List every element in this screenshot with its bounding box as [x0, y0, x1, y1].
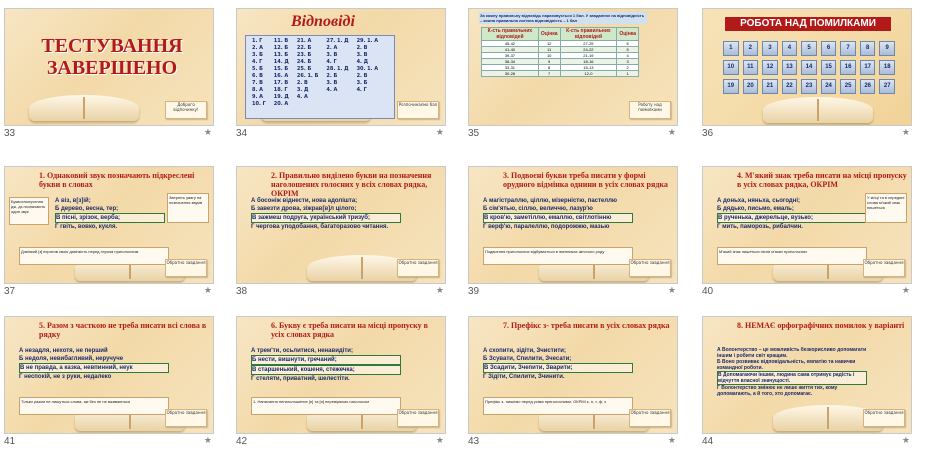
- answer-option[interactable]: Б дерево, весна, тер;: [55, 206, 119, 212]
- slide-number: 35: [468, 128, 480, 139]
- answer-option[interactable]: А віз, в[з]ій;: [55, 198, 91, 204]
- slide-thumb-35[interactable]: [468, 8, 678, 144]
- grading-cell: 9: [538, 59, 560, 65]
- answer-cell: 8. А: [252, 87, 263, 93]
- note-left: Буквосполучення дж, дз позначають один звук: [9, 197, 49, 225]
- slide-preview[interactable]: [236, 8, 446, 126]
- answer-option[interactable]: В кров'ю, заметіллю, емаллю, світлотінню: [483, 213, 633, 223]
- slide-preview[interactable]: [702, 8, 912, 126]
- answer-option[interactable]: Г гвіть, вовко, кукля.: [55, 224, 118, 230]
- error-number-button[interactable]: 25: [840, 79, 856, 94]
- sticky-note: Роботу над помилками: [629, 101, 671, 119]
- star-icon[interactable]: ★: [203, 128, 212, 138]
- answer-cell: 23. Б: [296, 52, 312, 58]
- answer-option[interactable]: Б дядько, письмо, емаль;: [717, 206, 794, 212]
- answer-cell: 22. Б: [296, 45, 312, 51]
- book-image: [29, 95, 139, 121]
- answer-cell: 7. В: [252, 80, 263, 86]
- answer-option[interactable]: Б недоля, невибагливий, неручуче: [19, 356, 124, 362]
- answer-row: [248, 87, 382, 94]
- star-icon[interactable]: ★: [435, 436, 444, 446]
- note-right: У кінці та в середині слова м'який знак пишеться: [865, 193, 907, 223]
- answer-option[interactable]: В Допомагаючи іншим, людина сама отримує радість і відчуття власної значущості.: [717, 371, 867, 385]
- error-number-button[interactable]: 22: [782, 79, 798, 94]
- error-number-button[interactable]: 15: [821, 60, 837, 75]
- answer-cell: 4. Г: [252, 59, 263, 65]
- answer-cell: 15. Б: [273, 66, 289, 72]
- error-number-button[interactable]: 9: [879, 41, 895, 56]
- sticky-note: Обратно завдання: [397, 409, 439, 427]
- grading-cell: 12-0: [560, 71, 617, 77]
- slide-title: 8. НЕМАЄ орфографічних помилок у варіанті: [737, 321, 905, 330]
- star-icon[interactable]: ★: [435, 286, 444, 296]
- title-line: ТЕСТУВАННЯ: [41, 35, 183, 57]
- slide-title: 3. Подвоєні букви треба писати у формі орудного відмінка однини в усіх словах рядка: [503, 171, 668, 189]
- answer-cell: 2. А: [326, 45, 338, 51]
- footer-note: Подвоєння приголосних відбувається в іменниках жіночого роду: [483, 247, 633, 265]
- answer-cell: 2. В: [296, 80, 308, 86]
- error-number-button[interactable]: 13: [782, 60, 798, 75]
- answer-option[interactable]: Б Зсувати, Спилити, Зчесати;: [483, 356, 572, 362]
- options-list: [19, 347, 169, 381]
- answer-cell: 3. В: [326, 52, 338, 58]
- star-icon[interactable]: ★: [203, 436, 212, 446]
- slide-number: 40: [702, 286, 714, 297]
- error-number-button[interactable]: 12: [762, 60, 778, 75]
- slide-title: 2. Правильно виділено букви на позначення наголошених голосних у всіх словах рядка, ОКРІМ: [271, 171, 432, 198]
- answer-option[interactable]: Г неспокій, не з руки, недалеко: [19, 374, 112, 380]
- slide-thumb-43[interactable]: [468, 316, 678, 452]
- answer-option[interactable]: А незадля, нехотя, не перший: [19, 348, 108, 354]
- answer-row: [248, 38, 382, 45]
- grading-col-header: К-сть правильних відповідей: [560, 28, 617, 41]
- sticky-note: Обратно завдання: [863, 409, 905, 427]
- star-icon[interactable]: ★: [203, 286, 212, 296]
- star-icon[interactable]: ★: [667, 436, 676, 446]
- error-number-button[interactable]: 17: [860, 60, 876, 75]
- slide-number: 37: [4, 286, 16, 297]
- slide-preview[interactable]: [468, 316, 678, 434]
- answer-option[interactable]: А Волонтерство – це можливість безкорисливо допомагати іншим і робити світ кращим.: [717, 347, 867, 359]
- answer-cell: 5. Б: [252, 66, 263, 72]
- answer-option[interactable]: Г Волонтерство змінює не лише життя тих, кому допомагають, а й того, хто допомагає.: [717, 385, 838, 397]
- grading-cell: 27-25: [560, 41, 617, 47]
- footer-note: 1. Написання ненаголошених [е] та [и] перевіряємо наголосом: [251, 397, 401, 415]
- answer-option[interactable]: Г Зідіти, Спилити, Зчинити.: [483, 374, 565, 380]
- answer-cell: 18. Г: [273, 87, 288, 93]
- grading-cell: 24-22: [560, 47, 617, 53]
- star-icon[interactable]: ★: [901, 128, 910, 138]
- answer-cell: 3. В: [326, 80, 338, 86]
- answer-cell: [322, 94, 352, 101]
- grading-cell: 39-37: [482, 53, 539, 59]
- slide-number: 36: [702, 128, 714, 139]
- answer-cell: 29. 1. А: [356, 38, 379, 44]
- error-number-button[interactable]: 27: [879, 79, 895, 94]
- grading-cell: 2: [617, 65, 639, 71]
- answer-option[interactable]: В зажмеш подруга, український тризуб;: [251, 213, 401, 223]
- answer-cell: 3. Б: [356, 80, 368, 86]
- slide-preview[interactable]: [236, 316, 446, 434]
- star-icon[interactable]: ★: [901, 436, 910, 446]
- slide-thumb-41[interactable]: [4, 316, 214, 452]
- footer-note: М'який знак пишеться після м'яких приголосних: [717, 247, 867, 265]
- answer-option[interactable]: Г верф'ю, паралеллю, подорожжю, мазью: [483, 224, 610, 230]
- options-list: [483, 347, 633, 381]
- answer-row: [248, 45, 382, 52]
- answer-cell: [353, 101, 383, 108]
- slide-title: 1. Однаковий звук позначають підкреслені букви в словах: [39, 171, 195, 189]
- answer-option[interactable]: Г стеляти, приватний, шелестіти.: [251, 376, 350, 382]
- answer-cell: 1. Г: [252, 38, 263, 44]
- answer-option[interactable]: В старшенький, кошеня, стежечка;: [251, 365, 401, 375]
- slide-thumb-36[interactable]: [702, 8, 912, 144]
- error-number-button[interactable]: 24: [821, 79, 837, 94]
- slide-preview[interactable]: [702, 316, 912, 434]
- answer-cell: 30. 1. А: [356, 66, 379, 72]
- answer-option[interactable]: Г чергова уподобання, багаторазово читання.: [251, 224, 389, 230]
- answer-option[interactable]: В Зсадити, Зчепити, Зварити;: [483, 363, 633, 373]
- footer-note: Тільки разом не пишуться слова, які без не не вживаються: [19, 397, 169, 415]
- error-number-button[interactable]: 7: [840, 41, 856, 56]
- slide-thumb-39[interactable]: [468, 166, 678, 302]
- answer-option[interactable]: Б Воно розвиває відповідальність, емпатію та навички командної роботи.: [717, 359, 856, 371]
- slide-thumb-38[interactable]: [236, 166, 446, 302]
- slide-number: 34: [236, 128, 248, 139]
- sticky-note: Обратно завдання: [629, 259, 671, 277]
- options-list: [251, 197, 401, 231]
- grading-header-row: [482, 28, 639, 41]
- answer-cell: 25. Б: [296, 66, 312, 72]
- error-number-button[interactable]: 1: [723, 41, 739, 56]
- slide-number: 33: [4, 128, 16, 139]
- answer-row: [248, 52, 382, 59]
- answer-cell: [293, 101, 323, 108]
- error-number-button[interactable]: 20: [743, 79, 759, 94]
- footer-note: Дзвінкий [з] втратив свою дзвінкість перед глухим приголосним: [19, 247, 169, 265]
- grading-cell: 21-19: [560, 53, 617, 59]
- footer-note: Префікс з- пишемо перед усіма приголосними, ОКРІМ к, п, т, ф, х: [483, 397, 633, 415]
- slide-preview[interactable]: [4, 316, 214, 434]
- error-number-button[interactable]: 16: [840, 60, 856, 75]
- grading-row: [482, 71, 639, 77]
- slide-thumb-34[interactable]: [236, 8, 446, 144]
- slide-preview[interactable]: [4, 8, 214, 126]
- slide-title: РОБОТА НАД ПОМИЛКАМИ: [725, 17, 891, 31]
- slide-number: 41: [4, 436, 16, 447]
- grading-col-header: Оцінка: [617, 28, 639, 41]
- answer-cell: 10. Г: [252, 101, 266, 107]
- grading-cell: 1: [617, 71, 639, 77]
- answer-row: [248, 94, 382, 101]
- error-number-button[interactable]: 5: [801, 41, 817, 56]
- answer-option[interactable]: Б нести, вишнути, гречаний;: [251, 355, 401, 365]
- grading-cell: 15-13: [560, 65, 617, 71]
- slide-preview[interactable]: [468, 8, 678, 126]
- slide-preview[interactable]: [468, 166, 678, 284]
- error-number-button[interactable]: 19: [723, 79, 739, 94]
- answer-cell: 19. Д: [273, 94, 289, 100]
- options-list: [717, 347, 867, 397]
- answer-cell: 17. В: [273, 80, 289, 86]
- slide-preview[interactable]: [236, 166, 446, 284]
- slide-preview[interactable]: [4, 166, 214, 284]
- answer-option[interactable]: А босоніж віднести, нова адолішта;: [251, 198, 358, 204]
- error-number-button[interactable]: 11: [743, 60, 759, 75]
- answer-cell: 6. В: [252, 73, 263, 79]
- sticky-note: Доброго відпочинку!: [165, 101, 207, 119]
- answer-cell: 4. Г: [326, 59, 337, 65]
- slide-thumb-42[interactable]: [236, 316, 446, 452]
- slide-title: [27, 35, 197, 79]
- answer-cell: 4. А: [296, 94, 308, 100]
- answer-option[interactable]: А магістраллю, ціллю, мізерністю, пастеллю: [483, 198, 618, 204]
- answer-cell: 27. 1. Д: [326, 38, 349, 44]
- grading-table: [481, 27, 639, 77]
- grading-cell: 8: [538, 65, 560, 71]
- answer-cell: 3. Б: [252, 52, 263, 58]
- error-number-button[interactable]: 3: [762, 41, 778, 56]
- sticky-note: Обратно завдання: [397, 259, 439, 277]
- slide-title: 5. Разом з часткою не треба писати всі слова в рядку: [39, 321, 207, 339]
- answer-cell: 12. Б: [273, 45, 289, 51]
- error-number-button[interactable]: 10: [723, 60, 739, 75]
- answer-cell: 26. 1. Б: [296, 73, 319, 79]
- slide-title: 6. Букву є треба писати на місці пропуску в усіх словах рядка: [271, 321, 428, 339]
- sticky-note: Розпочинаємо бал: [397, 101, 439, 119]
- answer-cell: 14. Д: [273, 59, 289, 65]
- answer-cell: 2. Б: [326, 73, 338, 79]
- answer-cell: 2. А: [252, 45, 263, 51]
- answers-table: [248, 38, 382, 108]
- grading-cell: 10: [538, 53, 560, 59]
- star-icon[interactable]: ★: [667, 286, 676, 296]
- grading-header: За кожну правильну відповідь нараховується 1 бал. У завданнях на відповідність – кожна правильна логічна відповідність – 1 бал: [479, 12, 647, 24]
- answer-cell: 2. В: [356, 73, 368, 79]
- grading-col-header: Оцінка: [538, 28, 560, 41]
- answer-option[interactable]: В пісні, зрізок, верба;: [55, 213, 165, 223]
- error-buttons-grid: [723, 41, 895, 94]
- answer-cell: [353, 94, 383, 101]
- grading-col-header: К-сть правильних відповідей: [482, 28, 539, 41]
- slide-title: Відповіді: [291, 13, 355, 30]
- sticky-note: Обратно завдання: [165, 259, 207, 277]
- options-list: [55, 197, 165, 231]
- slide-thumb-40[interactable]: [702, 166, 912, 302]
- error-number-button[interactable]: 23: [801, 79, 817, 94]
- slide-number: 44: [702, 436, 714, 447]
- answer-option[interactable]: В не правда, а казка, невпинний, неук: [19, 363, 169, 373]
- grading-cell: 41-40: [482, 47, 539, 53]
- answer-cell: 4. А: [326, 87, 338, 93]
- sticky-note: Обратно завдання: [629, 409, 671, 427]
- answer-cell: 28. 1. Д: [326, 66, 349, 72]
- options-list: [251, 347, 401, 383]
- slide-number: 39: [468, 286, 480, 297]
- answers-panel: [245, 35, 395, 119]
- slide-thumb-33[interactable]: [4, 8, 214, 144]
- grading-cell: 4: [617, 53, 639, 59]
- error-number-button[interactable]: 14: [801, 60, 817, 75]
- sticky-note: Обратно завдання: [165, 409, 207, 427]
- sticky-note: Обратно завдання: [863, 259, 905, 277]
- answer-option[interactable]: Б сім'ятью, сіллю, величчю, лазур'ю: [483, 206, 593, 212]
- slide-title: 4. М'який знак треба писати на місці пропуску в усіх словах рядка, ОКРІМ: [737, 171, 907, 189]
- answer-row: [248, 59, 382, 66]
- error-number-button[interactable]: 21: [762, 79, 778, 94]
- slide-number: 43: [468, 436, 480, 447]
- grading-cell: 30-28: [482, 71, 539, 77]
- error-number-button[interactable]: 4: [782, 41, 798, 56]
- options-list: [717, 197, 867, 231]
- answer-cell: 11. В: [273, 38, 289, 44]
- answer-cell: 4. Д: [356, 59, 369, 65]
- note-right: Зверніть увагу на позначення звуків: [167, 193, 209, 223]
- answer-option[interactable]: Б завезти дрова, зіжрав[в]л цілого;: [251, 206, 357, 212]
- grading-cell: 7: [538, 71, 560, 77]
- answer-cell: 9. А: [252, 94, 263, 100]
- answer-option[interactable]: В рученька, джерельце, вузько;: [717, 213, 867, 223]
- slide-number: 38: [236, 286, 248, 297]
- slide-number: 42: [236, 436, 248, 447]
- answer-cell: 3. Д: [296, 87, 309, 93]
- grading-cell: 45-42: [482, 41, 539, 47]
- answer-cell: [322, 101, 352, 108]
- answer-row: [248, 66, 382, 73]
- answer-cell: 2. В: [356, 45, 368, 51]
- grading-cell: 3: [617, 59, 639, 65]
- star-icon[interactable]: ★: [435, 128, 444, 138]
- error-number-button[interactable]: 18: [879, 60, 895, 75]
- answer-option[interactable]: А трем'ти, осьлитися, ненавидіти;: [251, 348, 353, 354]
- slide-title: 7. Префікс з- треба писати в усіх словах рядка: [503, 321, 670, 330]
- answer-cell: 16. А: [273, 73, 289, 79]
- answer-cell: 20. А: [273, 101, 289, 107]
- grading-cell: 12: [538, 41, 560, 47]
- grading-cell: 18-16: [560, 59, 617, 65]
- slide-preview[interactable]: [702, 166, 912, 284]
- error-number-button[interactable]: 8: [860, 41, 876, 56]
- grading-cell: 36-34: [482, 59, 539, 65]
- answer-row: [248, 80, 382, 87]
- star-icon[interactable]: ★: [901, 286, 910, 296]
- grading-cell: 11: [538, 47, 560, 53]
- grading-cell: 5: [617, 47, 639, 53]
- star-icon[interactable]: ★: [667, 128, 676, 138]
- error-number-button[interactable]: 6: [821, 41, 837, 56]
- answer-option[interactable]: А доньха, няньха, сьогодні;: [717, 198, 801, 204]
- answer-cell: 21. А: [296, 38, 312, 44]
- answer-cell: 4. Г: [356, 87, 367, 93]
- answer-row: [248, 73, 382, 80]
- slide-thumb-37[interactable]: [4, 166, 214, 302]
- answer-row: [248, 101, 382, 108]
- options-list: [483, 197, 633, 231]
- grading-cell: 33-31: [482, 65, 539, 71]
- answer-cell: 13. Б: [273, 52, 289, 58]
- answer-option[interactable]: Г мить, паморозь, рибалчин.: [717, 224, 803, 230]
- answer-cell: 3. В: [356, 52, 368, 58]
- answer-option[interactable]: А схопити, зідіти, Зчистити;: [483, 348, 566, 354]
- answer-cell: 24. Б: [296, 59, 312, 65]
- grading-cell: 6: [617, 41, 639, 47]
- title-line: ЗАВЕРШЕНО: [46, 57, 178, 79]
- book-image: [763, 97, 873, 123]
- slide-thumb-44[interactable]: [702, 316, 912, 452]
- error-number-button[interactable]: 2: [743, 41, 759, 56]
- error-number-button[interactable]: 26: [860, 79, 876, 94]
